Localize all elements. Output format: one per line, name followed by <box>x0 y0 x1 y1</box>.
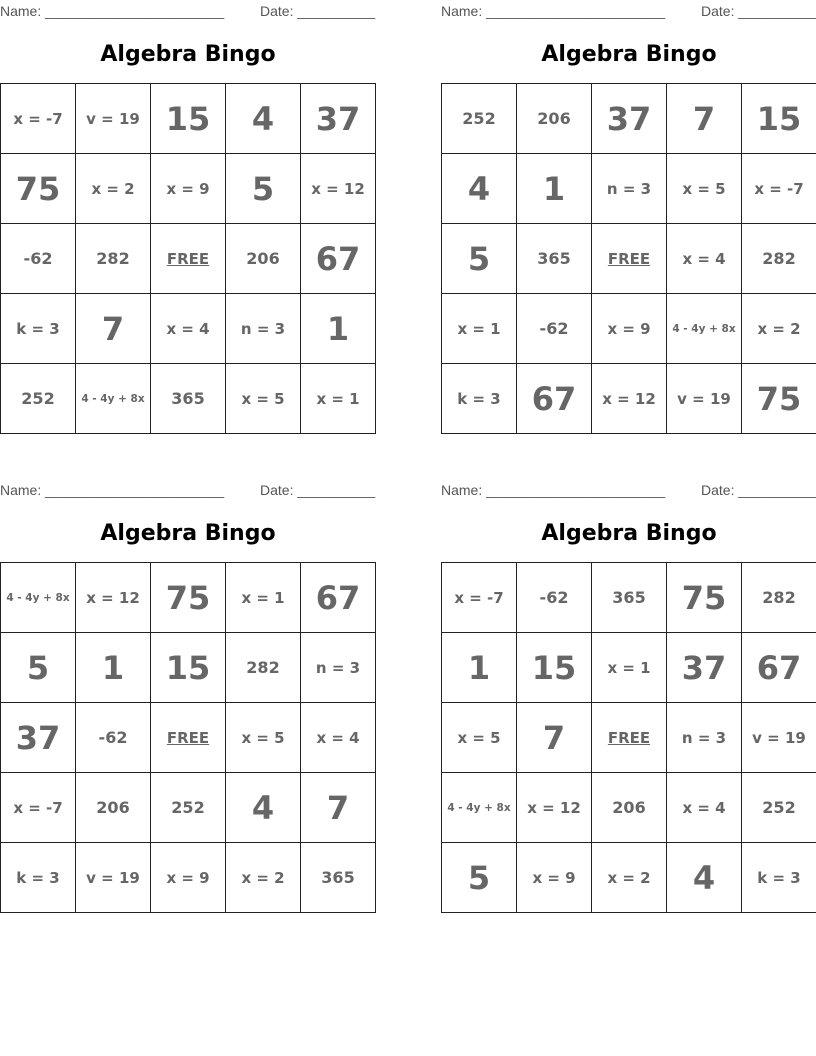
bingo-cell: 1 <box>301 294 376 364</box>
name-field: Name: _______________________ <box>0 482 225 498</box>
bingo-cell: -62 <box>517 294 592 364</box>
bingo-cell: x = 12 <box>301 154 376 224</box>
bingo-cell: 67 <box>517 364 592 434</box>
bingo-cell: 15 <box>151 84 226 154</box>
grid-row <box>1 224 376 294</box>
date-field: Date: __________ <box>260 3 376 19</box>
bingo-cell: 252 <box>151 773 226 843</box>
grid-row <box>1 843 376 913</box>
bingo-cell: 282 <box>742 224 816 294</box>
card-title: Algebra Bingo <box>100 42 276 67</box>
date-field: Date: __________ <box>701 482 816 498</box>
bingo-cell: 4 <box>442 154 517 224</box>
name-field: Name: _______________________ <box>441 3 666 19</box>
grid-row <box>1 563 376 633</box>
bingo-cell: 7 <box>76 294 151 364</box>
bingo-cell: 4 <box>667 843 742 913</box>
bingo-cell: x = 1 <box>301 364 376 434</box>
name-field: Name: _______________________ <box>0 3 225 19</box>
bingo-cell: x = -7 <box>1 84 76 154</box>
bingo-cell: 4 - 4y + 8x <box>667 294 742 364</box>
bingo-cell: n = 3 <box>301 633 376 703</box>
bingo-cell: 75 <box>742 364 816 434</box>
bingo-cell: 7 <box>667 84 742 154</box>
bingo-cell: 5 <box>442 224 517 294</box>
bingo-card-2 <box>441 0 816 440</box>
card-title: Algebra Bingo <box>100 521 276 546</box>
bingo-cell: 1 <box>517 154 592 224</box>
bingo-cell: x = 5 <box>226 364 301 434</box>
bingo-cell: k = 3 <box>1 843 76 913</box>
bingo-cell: x = 9 <box>592 294 667 364</box>
bingo-cell: 252 <box>442 84 517 154</box>
card-title: Algebra Bingo <box>541 42 717 67</box>
bingo-cell: x = 1 <box>592 633 667 703</box>
grid-row <box>442 224 816 294</box>
bingo-cell: n = 3 <box>592 154 667 224</box>
bingo-cell: 365 <box>301 843 376 913</box>
grid-row <box>442 84 816 154</box>
bingo-cell: 37 <box>1 703 76 773</box>
date-field: Date: __________ <box>260 482 376 498</box>
bingo-cell: k = 3 <box>442 364 517 434</box>
grid-row <box>1 633 376 703</box>
bingo-cell: 365 <box>517 224 592 294</box>
bingo-cell: 67 <box>301 563 376 633</box>
bingo-cell: 252 <box>742 773 816 843</box>
bingo-cell: 1 <box>76 633 151 703</box>
bingo-cell: n = 3 <box>667 703 742 773</box>
bingo-cell: 67 <box>301 224 376 294</box>
bingo-cell: x = 1 <box>226 563 301 633</box>
bingo-cell: k = 3 <box>1 294 76 364</box>
free-space-cell: FREE <box>592 703 667 773</box>
bingo-cell: v = 19 <box>76 84 151 154</box>
bingo-grid <box>441 83 816 434</box>
bingo-cell: -62 <box>76 703 151 773</box>
bingo-cell: -62 <box>517 563 592 633</box>
bingo-cell: 1 <box>442 633 517 703</box>
free-space-cell: FREE <box>151 703 226 773</box>
bingo-cell: -62 <box>1 224 76 294</box>
grid-row <box>442 633 816 703</box>
bingo-cell: 67 <box>742 633 816 703</box>
bingo-cell: 75 <box>667 563 742 633</box>
grid-row <box>1 84 376 154</box>
bingo-cell: 37 <box>592 84 667 154</box>
bingo-cell: 5 <box>1 633 76 703</box>
bingo-cell: x = 12 <box>76 563 151 633</box>
bingo-cell: 282 <box>76 224 151 294</box>
bingo-cell: 75 <box>151 563 226 633</box>
bingo-cell: 4 - 4y + 8x <box>442 773 517 843</box>
bingo-cell: 5 <box>226 154 301 224</box>
bingo-cell: 37 <box>667 633 742 703</box>
bingo-cell: x = 4 <box>667 773 742 843</box>
bingo-cell: x = 2 <box>592 843 667 913</box>
bingo-cell: x = 12 <box>517 773 592 843</box>
grid-row <box>442 294 816 364</box>
bingo-cell: x = 9 <box>151 843 226 913</box>
bingo-cell: x = 5 <box>667 154 742 224</box>
bingo-cell: 206 <box>517 84 592 154</box>
bingo-cell: 15 <box>151 633 226 703</box>
bingo-cell: x = 9 <box>151 154 226 224</box>
bingo-cell: 365 <box>151 364 226 434</box>
bingo-cell: x = -7 <box>742 154 816 224</box>
bingo-cell: x = 12 <box>592 364 667 434</box>
bingo-cell: 15 <box>742 84 816 154</box>
grid-row <box>1 294 376 364</box>
bingo-card-4 <box>441 479 816 919</box>
bingo-cell: 252 <box>1 364 76 434</box>
grid-row <box>442 703 816 773</box>
bingo-cell: 206 <box>226 224 301 294</box>
bingo-cell: x = 5 <box>442 703 517 773</box>
bingo-cell: 4 - 4y + 8x <box>1 563 76 633</box>
grid-row <box>1 773 376 843</box>
bingo-grid <box>0 83 376 434</box>
grid-row <box>442 843 816 913</box>
bingo-cell: x = -7 <box>1 773 76 843</box>
name-field: Name: _______________________ <box>441 482 666 498</box>
bingo-card-3 <box>0 479 376 919</box>
bingo-cell: k = 3 <box>742 843 816 913</box>
bingo-cell: 7 <box>301 773 376 843</box>
bingo-cell: x = 1 <box>442 294 517 364</box>
grid-row <box>1 703 376 773</box>
bingo-cell: 5 <box>442 843 517 913</box>
bingo-cell: x = -7 <box>442 563 517 633</box>
bingo-cell: x = 2 <box>226 843 301 913</box>
bingo-grid <box>0 562 376 913</box>
bingo-cell: 206 <box>76 773 151 843</box>
grid-row <box>442 154 816 224</box>
bingo-cell: x = 4 <box>667 224 742 294</box>
bingo-cell: x = 9 <box>517 843 592 913</box>
date-field: Date: __________ <box>701 3 816 19</box>
grid-row <box>442 364 816 434</box>
free-space-cell: FREE <box>151 224 226 294</box>
bingo-cell: 4 - 4y + 8x <box>76 364 151 434</box>
bingo-cell: v = 19 <box>742 703 816 773</box>
bingo-cell: v = 19 <box>76 843 151 913</box>
grid-row <box>442 563 816 633</box>
bingo-cell: v = 19 <box>667 364 742 434</box>
bingo-card-1 <box>0 0 376 440</box>
bingo-cell: 37 <box>301 84 376 154</box>
card-title: Algebra Bingo <box>541 521 717 546</box>
bingo-cell: x = 4 <box>301 703 376 773</box>
bingo-grid <box>441 562 816 913</box>
bingo-cell: n = 3 <box>226 294 301 364</box>
bingo-cell: 15 <box>517 633 592 703</box>
bingo-cell: 206 <box>592 773 667 843</box>
bingo-cell: x = 5 <box>226 703 301 773</box>
grid-row <box>1 364 376 434</box>
bingo-cell: x = 2 <box>742 294 816 364</box>
grid-row <box>442 773 816 843</box>
bingo-cell: 4 <box>226 84 301 154</box>
bingo-cell: 7 <box>517 703 592 773</box>
bingo-cell: 282 <box>742 563 816 633</box>
bingo-cell: x = 2 <box>76 154 151 224</box>
bingo-cell: 75 <box>1 154 76 224</box>
free-space-cell: FREE <box>592 224 667 294</box>
bingo-cell: 4 <box>226 773 301 843</box>
grid-row <box>1 154 376 224</box>
bingo-cell: 282 <box>226 633 301 703</box>
bingo-cell: 365 <box>592 563 667 633</box>
bingo-cell: x = 4 <box>151 294 226 364</box>
